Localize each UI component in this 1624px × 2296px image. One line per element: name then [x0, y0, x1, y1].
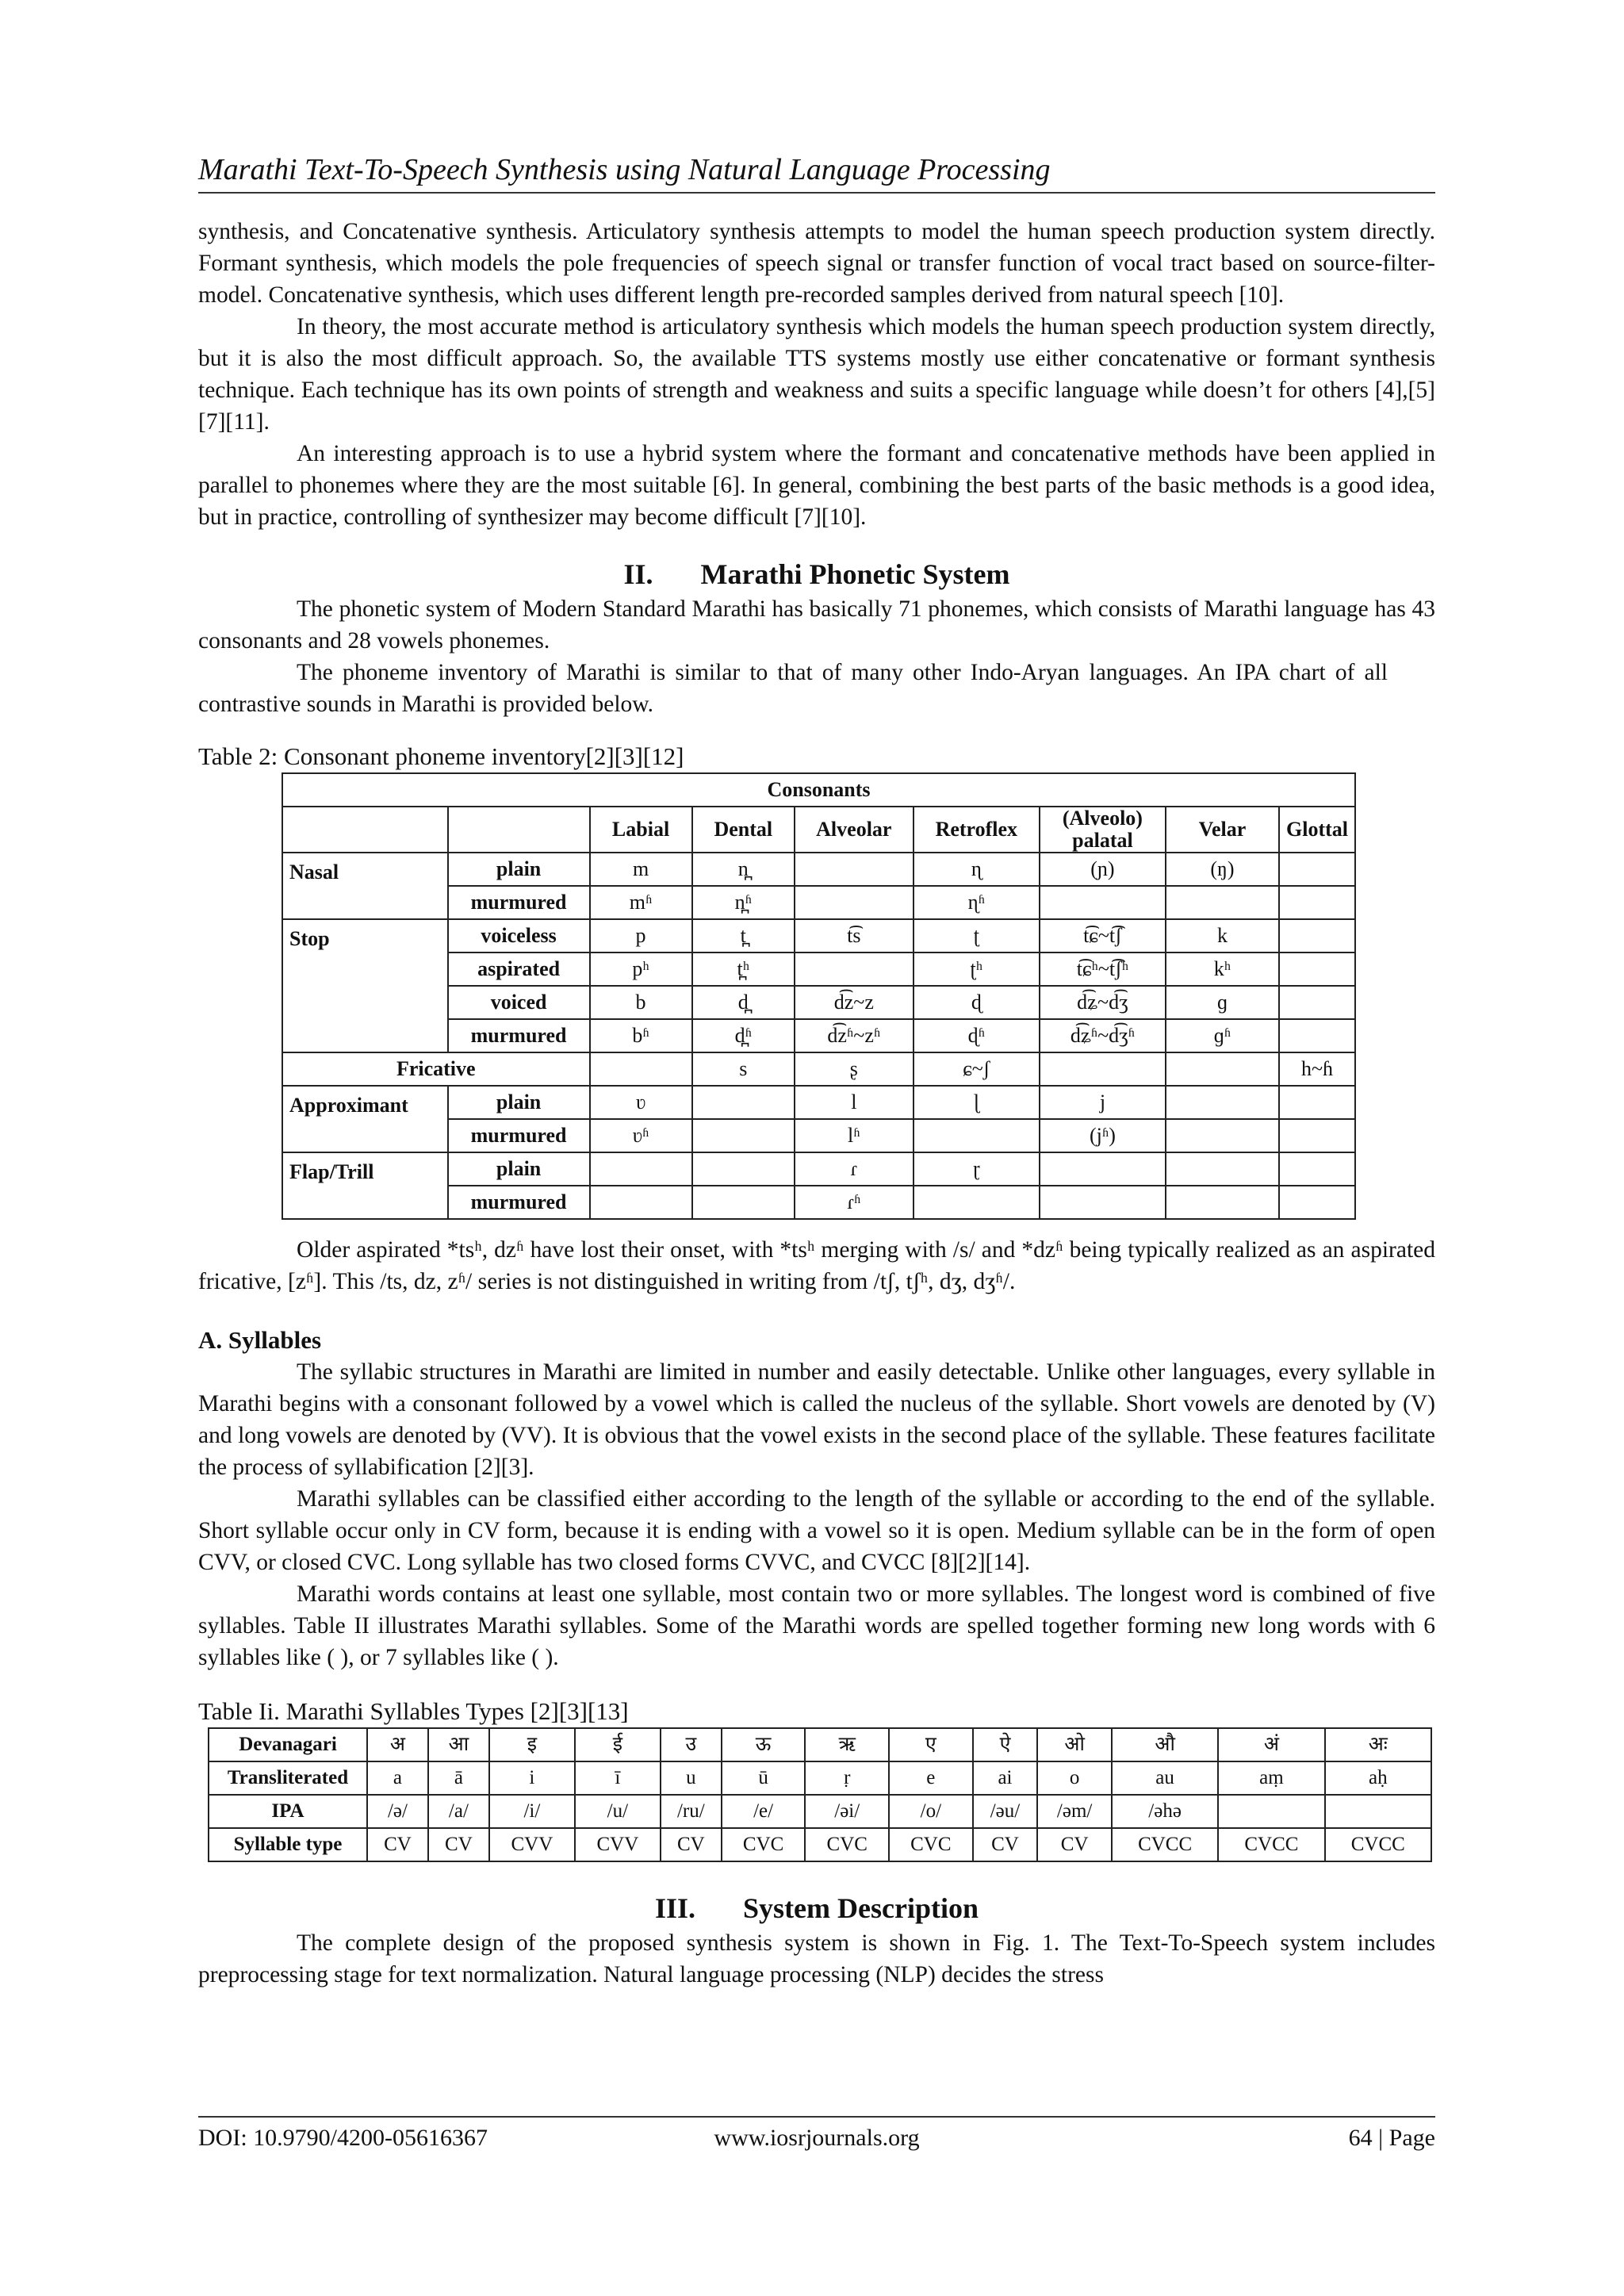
- cell: ʈʰ: [914, 953, 1040, 986]
- cell: /o/: [889, 1795, 973, 1828]
- cell: t͡ɕʰ~t͡ʃʰ: [1040, 953, 1166, 986]
- cell: ɾ: [795, 1152, 914, 1186]
- cell: ऐ: [973, 1728, 1038, 1761]
- cell: [914, 1186, 1040, 1219]
- row-sub: voiced: [448, 986, 590, 1019]
- after-table-2-paragraph: Older aspirated *tsʰ, dzʱ have lost their onset, with *tsʰ merging with /s/ and *dzʱ being typically realized as an aspirated fricative, [zʱ]. This /ts, dz, zʱ/ series is not distinguished in writing from /tʃ, tʃʰ, dʒ, dʒʱ/.: [198, 1237, 1435, 1294]
- cell: CV: [428, 1828, 489, 1861]
- cell: bʱ: [590, 1019, 692, 1052]
- subsection-a-paragraph-1: The syllabic structures in Marathi are limited in number and easily detectable. Unlike other languages, every syllable in Marathi begins with a consonant followed by a vowel which is called the nucleus of the syllable. Short vowels are denoted by (V) and long vowels are denoted by (VV). It is obvious that the vowel exists in the second place of the syllable. These features facilitate the process of syllabification [2][3].: [198, 1359, 1435, 1480]
- column-header: Velar: [1166, 807, 1279, 853]
- cell: [1279, 953, 1355, 986]
- subsection-a-paragraph-3: Marathi words contains at least one syllable, most contain two or more syllables. The longest word is combined of five syllables. Table II illustrates Marathi syllables. Some of the Marathi words are spelled together forming new long words with 6 syllables like ( ), or 7 syllables like ( ).: [198, 1581, 1435, 1670]
- cell: [1166, 1119, 1279, 1152]
- section-3-title: System Description: [743, 1892, 979, 1924]
- cell: /ru/: [661, 1795, 722, 1828]
- cell: k: [1166, 919, 1279, 953]
- cell: [1166, 1152, 1279, 1186]
- section-2-paragraph-1: The phonetic system of Modern Standard Marathi has basically 71 phonemes, which consists of Marathi language has 43 consonants and 28 vowels phonemes.: [198, 596, 1435, 654]
- cell: (ŋ): [1166, 853, 1279, 886]
- cell: ऊ: [722, 1728, 806, 1761]
- cell: [1279, 919, 1355, 953]
- cell: ɳʱ: [914, 886, 1040, 919]
- row-sub: plain: [448, 853, 590, 886]
- cell: o: [1037, 1761, 1112, 1795]
- cell: t̪ʰ: [692, 953, 795, 986]
- cell: ū: [722, 1761, 806, 1795]
- cell: [1279, 886, 1355, 919]
- cell: d͡z~z: [795, 986, 914, 1019]
- cell: [1279, 1019, 1355, 1052]
- cell: ɾʱ: [795, 1186, 914, 1219]
- cell: ɡʱ: [1166, 1019, 1279, 1052]
- cell: ʋ: [590, 1086, 692, 1119]
- cell: [1040, 1186, 1166, 1219]
- subsection-a-paragraph-2: Marathi syllables can be classified either according to the length of the syllable or according to the end of the syllable. Short syllable occur only in CV form, because it is ending with a vowel so it is open. Medium syllable can be in the form of open CVV, or closed CVC. Long syllable has two closed forms CVVC, and CVCC [8][2][14].: [198, 1486, 1435, 1575]
- cell: s: [692, 1052, 795, 1086]
- row-sub: murmured: [448, 1019, 590, 1052]
- cell: l: [795, 1086, 914, 1119]
- cell: n̪ʱ: [692, 886, 795, 919]
- page-footer: [198, 2116, 1435, 2151]
- cell: [1166, 1086, 1279, 1119]
- table-row: [209, 1828, 1431, 1861]
- cell: t͡ɕ~t͡ʃ: [1040, 919, 1166, 953]
- cell: u: [661, 1761, 722, 1795]
- cell: /əhə: [1112, 1795, 1218, 1828]
- cell: /ə/: [367, 1795, 428, 1828]
- cell: /i/: [489, 1795, 575, 1828]
- cell: [590, 1186, 692, 1219]
- cell: ई: [575, 1728, 661, 1761]
- cell: d͡ʑʱ~d͡ʒʱ: [1040, 1019, 1166, 1052]
- cell: /a/: [428, 1795, 489, 1828]
- cell: CVCC: [1218, 1828, 1324, 1861]
- footer-website[interactable]: www.iosrjournals.org: [714, 2125, 920, 2151]
- cell: a: [367, 1761, 428, 1795]
- cell: [1279, 853, 1355, 886]
- row-group-fricative: Fricative: [282, 1052, 590, 1086]
- cell: [795, 886, 914, 919]
- column-header: Alveolar: [795, 807, 914, 853]
- cell: au: [1112, 1761, 1218, 1795]
- cell: p: [590, 919, 692, 953]
- footer-page-number: 64 | Page: [1348, 2125, 1435, 2151]
- cell: [1166, 1186, 1279, 1219]
- column-header: Retroflex: [914, 807, 1040, 853]
- cell: aṃ: [1218, 1761, 1324, 1795]
- section-2-number: II.: [623, 558, 653, 590]
- cell: CVV: [489, 1828, 575, 1861]
- row-label: Syllable type: [209, 1828, 367, 1861]
- cell: [1218, 1795, 1324, 1828]
- cell: d͡ʑ~d͡ʒ: [1040, 986, 1166, 1019]
- cell: ṛ: [805, 1761, 889, 1795]
- row-group-nasal: Nasal: [282, 853, 448, 919]
- table-2-caption: Table 2: Consonant phoneme inventory[2][3][12]: [198, 742, 684, 770]
- cell: t͡s: [795, 919, 914, 953]
- cell: [692, 1119, 795, 1152]
- cell: आ: [428, 1728, 489, 1761]
- cell: ओ: [1037, 1728, 1112, 1761]
- cell: i: [489, 1761, 575, 1795]
- table-row: [209, 1728, 1431, 1761]
- cell: [1279, 1119, 1355, 1152]
- cell: अः: [1325, 1728, 1431, 1761]
- row-label: Devanagari: [209, 1728, 367, 1761]
- cell: इ: [489, 1728, 575, 1761]
- cell: [590, 1152, 692, 1186]
- cell: CVC: [889, 1828, 973, 1861]
- corner-cell: [282, 807, 448, 853]
- row-sub: plain: [448, 1086, 590, 1119]
- section-3-heading: [198, 1889, 1435, 1927]
- cell: (ɲ): [1040, 853, 1166, 886]
- cell: [1040, 1052, 1166, 1086]
- consonant-table-group-row: [282, 773, 1355, 807]
- page-body: [198, 216, 1435, 1991]
- row-sub: plain: [448, 1152, 590, 1186]
- cell: b: [590, 986, 692, 1019]
- cell: [1040, 886, 1166, 919]
- cell: [590, 1052, 692, 1086]
- intro-paragraph-1: synthesis, and Concatenative synthesis. Articulatory synthesis attempts to model the human speech production system directly. Formant synthesis, which models the pole frequencies of speech signal or transfer function of vocal tract based on source-filter-model. Concatenative synthesis, which uses different length pre-recorded samples derived from natural speech [10].: [198, 219, 1435, 308]
- table-row: [282, 853, 1355, 886]
- column-header: (Alveolo) palatal: [1040, 807, 1166, 853]
- cell: [1325, 1795, 1431, 1828]
- cell: pʰ: [590, 953, 692, 986]
- cell: ɖ: [914, 986, 1040, 1019]
- cell: kʰ: [1166, 953, 1279, 986]
- cell: ai: [973, 1761, 1038, 1795]
- row-group-flap-trill: Flap/Trill: [282, 1152, 448, 1219]
- cell: ī: [575, 1761, 661, 1795]
- column-header: Glottal: [1279, 807, 1355, 853]
- cell: /e/: [722, 1795, 806, 1828]
- cell: /əm/: [1037, 1795, 1112, 1828]
- cell: [795, 953, 914, 986]
- cell: [692, 1186, 795, 1219]
- cell: t̪: [692, 919, 795, 953]
- cell: उ: [661, 1728, 722, 1761]
- row-sub: voiceless: [448, 919, 590, 953]
- row-sub: murmured: [448, 886, 590, 919]
- cell: ɽ: [914, 1152, 1040, 1186]
- cell: [795, 853, 914, 886]
- consonant-table: [282, 772, 1356, 1220]
- table-row: [209, 1761, 1431, 1795]
- cell: aḥ: [1325, 1761, 1431, 1795]
- section-2-paragraph-2: The phoneme inventory of Marathi is similar to that of many other Indo-Aryan languages. An IPA chart of all contrastive sounds in Marathi is provided below.: [198, 660, 1388, 717]
- cell: lʱ: [795, 1119, 914, 1152]
- row-label: Transliterated: [209, 1761, 367, 1795]
- cell: CVCC: [1112, 1828, 1218, 1861]
- table-row: [282, 1052, 1355, 1086]
- row-group-approximant: Approximant: [282, 1086, 448, 1152]
- cell: CV: [1037, 1828, 1112, 1861]
- row-sub: murmured: [448, 1186, 590, 1219]
- section-2-heading: [198, 555, 1435, 593]
- cell: [914, 1119, 1040, 1152]
- table-row: [282, 919, 1355, 953]
- row-sub: aspirated: [448, 953, 590, 986]
- cell: CVC: [805, 1828, 889, 1861]
- cell: e: [889, 1761, 973, 1795]
- column-header: Dental: [692, 807, 795, 853]
- section-3-paragraph: The complete design of the proposed synthesis system is shown in Fig. 1. The Text-To-Speech system includes preprocessing stage for text normalization. Natural language processing (NLP) decides the stress: [198, 1930, 1435, 1987]
- cell: m: [590, 853, 692, 886]
- row-label: IPA: [209, 1795, 367, 1828]
- row-group-stop: Stop: [282, 919, 448, 1052]
- cell: ʂ: [795, 1052, 914, 1086]
- subsection-a-heading: A. Syllables: [198, 1326, 322, 1354]
- cell: ɳ: [914, 853, 1040, 886]
- cell: [1166, 1052, 1279, 1086]
- cell: [692, 1086, 795, 1119]
- footer-doi: DOI: 10.9790/4200-05616367: [198, 2125, 488, 2151]
- intro-paragraph-2: In theory, the most accurate method is articulatory synthesis which models the human speech production system directly, but it is also the most difficult approach. So, the available TTS systems mostly use either concatenative or formant synthesis technique. Each technique has its own points of strength and weakness and suits a specific language while doesn’t for others [4],[5] [7][11].: [198, 314, 1435, 435]
- cell: [1040, 1152, 1166, 1186]
- section-3-number: III.: [655, 1892, 696, 1924]
- consonant-group-header: Consonants: [282, 773, 1355, 807]
- table-row: [209, 1795, 1431, 1828]
- running-head: Marathi Text-To-Speech Synthesis using Natural Language Processing: [198, 151, 1435, 194]
- cell: ɖʱ: [914, 1019, 1040, 1052]
- cell: /u/: [575, 1795, 661, 1828]
- consonant-table-header-row: [282, 807, 1355, 853]
- cell: ʈ: [914, 919, 1040, 953]
- cell: [1279, 1186, 1355, 1219]
- cell: ɭ: [914, 1086, 1040, 1119]
- cell: /əi/: [805, 1795, 889, 1828]
- cell: औ: [1112, 1728, 1218, 1761]
- cell: [692, 1152, 795, 1186]
- row-sub: murmured: [448, 1119, 590, 1152]
- cell: ā: [428, 1761, 489, 1795]
- cell: CV: [661, 1828, 722, 1861]
- table-ii-caption: Table Ii. Marathi Syllables Types [2][3][13]: [198, 1697, 629, 1725]
- cell: ɡ: [1166, 986, 1279, 1019]
- cell: CVV: [575, 1828, 661, 1861]
- cell: CVCC: [1325, 1828, 1431, 1861]
- table-row: [282, 1086, 1355, 1119]
- cell: CVC: [722, 1828, 806, 1861]
- intro-paragraph-3: An interesting approach is to use a hybrid system where the formant and concatenative methods have been applied in parallel to phonemes where they are the most suitable [6]. In general, combining the best parts of the basic methods is a good idea, but in practice, controlling of synthesizer may become difficult [7][10].: [198, 441, 1435, 530]
- section-2-title: Marathi Phonetic System: [700, 558, 1010, 590]
- syllable-table: [208, 1727, 1432, 1862]
- cell: /əu/: [973, 1795, 1038, 1828]
- cell: [1279, 1152, 1355, 1186]
- cell: ए: [889, 1728, 973, 1761]
- column-header: Labial: [590, 807, 692, 853]
- cell: j: [1040, 1086, 1166, 1119]
- cell: d͡zʱ~zʱ: [795, 1019, 914, 1052]
- cell: [1166, 886, 1279, 919]
- cell: अं: [1218, 1728, 1324, 1761]
- cell: ऋ: [805, 1728, 889, 1761]
- cell: CV: [973, 1828, 1038, 1861]
- cell: n̪: [692, 853, 795, 886]
- corner-cell-2: [448, 807, 590, 853]
- cell: CV: [367, 1828, 428, 1861]
- cell: h~ɦ: [1279, 1052, 1355, 1086]
- cell: अ: [367, 1728, 428, 1761]
- cell: (jʱ): [1040, 1119, 1166, 1152]
- cell: mʱ: [590, 886, 692, 919]
- cell: [1279, 986, 1355, 1019]
- cell: ɕ~ʃ: [914, 1052, 1040, 1086]
- cell: d̪: [692, 986, 795, 1019]
- cell: ʋʱ: [590, 1119, 692, 1152]
- table-row: [282, 1152, 1355, 1186]
- cell: [1279, 1086, 1355, 1119]
- cell: d̪ʱ: [692, 1019, 795, 1052]
